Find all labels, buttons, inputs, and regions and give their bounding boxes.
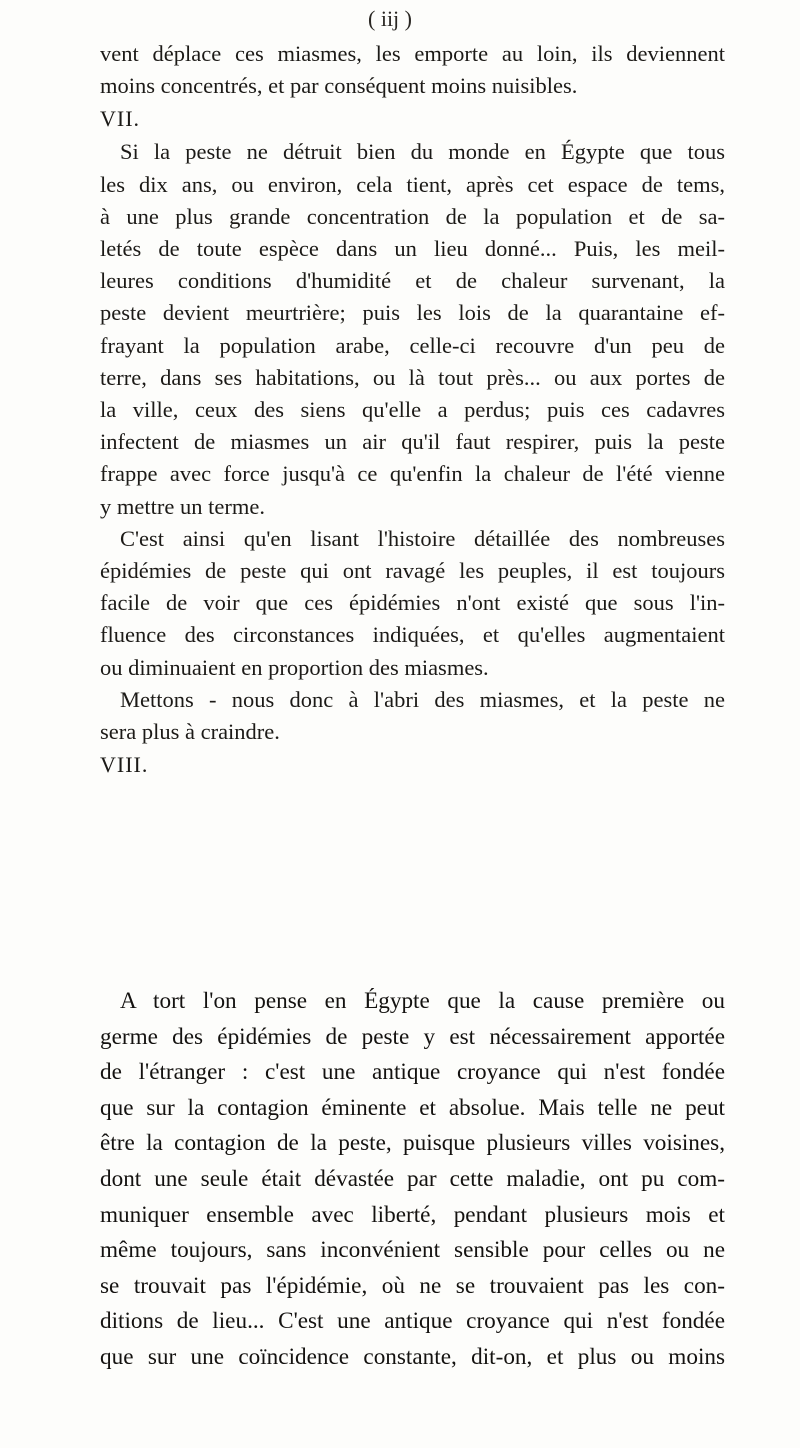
text-line: moins concentrés, et par conséquent moins nuisibles. (100, 73, 578, 99)
text-line: se trouvait pas l'épidémie, où ne se trouvaient pas les con- (100, 1272, 725, 1299)
section-heading-vii: VII. (100, 106, 141, 132)
text-line: germe des épidémies de peste y est nécessairement apportée (100, 1023, 725, 1050)
text-line: la ville, ceux des siens qu'elle a perdus; puis ces cadavres (100, 397, 725, 423)
text-line: que sur une coïncidence constante, dit-on, et plus ou moins (100, 1343, 725, 1370)
text-line: facile de voir que ces épidémies n'ont existé que sous l'in- (100, 590, 725, 616)
text-line: fluence des circonstances indiquées, et qu'elles augmentaient (100, 622, 725, 648)
text-line: de l'étranger : c'est une antique croyance qui n'est fondée (100, 1059, 725, 1086)
text-line: les dix ans, ou environ, cela tient, après cet espace de tems, (100, 171, 725, 197)
page-number: ( iij ) (368, 6, 412, 31)
text-block-upper (100, 38, 725, 782)
text-line: leures conditions d'humidité et de chaleur survenant, la (100, 268, 725, 294)
text-line: vent déplace ces miasmes, les emporte au loin, ils deviennent (100, 41, 725, 66)
text-line: Si la peste ne détruit bien du monde en Égypte que tous (120, 139, 725, 165)
text-line: ou diminuaient en proportion des miasmes. (100, 654, 489, 680)
section-heading-viii: VIII. (100, 752, 149, 778)
text-line: y mettre un terme. (100, 493, 265, 519)
text-line: Mettons - nous donc à l'abri des miasmes, et la peste ne (120, 686, 725, 712)
text-line: être la contagion de la peste, puisque plusieurs villes voisines, (100, 1130, 725, 1157)
text-line: ditions de lieu... C'est une antique croyance qui n'est fondée (100, 1308, 725, 1335)
text-line: à une plus grande concentration de la population et de sa- (100, 203, 725, 229)
text-line: C'est ainsi qu'en lisant l'histoire détaillée des nombreuses (120, 525, 725, 551)
text-line: muniquer ensemble avec liberté, pendant plusieurs mois et (100, 1201, 725, 1228)
text-line: letés de toute espèce dans un lieu donné... Puis, les meil- (100, 236, 725, 262)
text-line: frayant la population arabe, celle-ci recouvre d'un peu de (100, 332, 725, 358)
text-line: frappe avec force jusqu'à ce qu'enfin la chaleur de l'été vienne (100, 461, 725, 487)
text-line: sera plus à craindre. (100, 719, 280, 745)
text-line: même toujours, sans inconvénient sensible pour celles ou ne (100, 1237, 725, 1264)
text-line: terre, dans ses habitations, ou là tout près... ou aux portes de (100, 364, 725, 390)
text-block-lower (100, 984, 725, 1376)
text-line: peste devient meurtrière; puis les lois de la quarantaine ef- (100, 300, 725, 326)
text-line: que sur la contagion éminente et absolue. Mais telle ne peut (100, 1094, 725, 1121)
text-line: infectent de miasmes un air qu'il faut respirer, puis la peste (100, 429, 725, 455)
text-line: A tort l'on pense en Égypte que la cause première ou (120, 988, 725, 1014)
text-line: dont une seule était dévastée par cette maladie, ont pu com- (100, 1165, 725, 1192)
text-line: épidémies de peste qui ont ravagé les peuples, il est toujours (100, 558, 725, 584)
